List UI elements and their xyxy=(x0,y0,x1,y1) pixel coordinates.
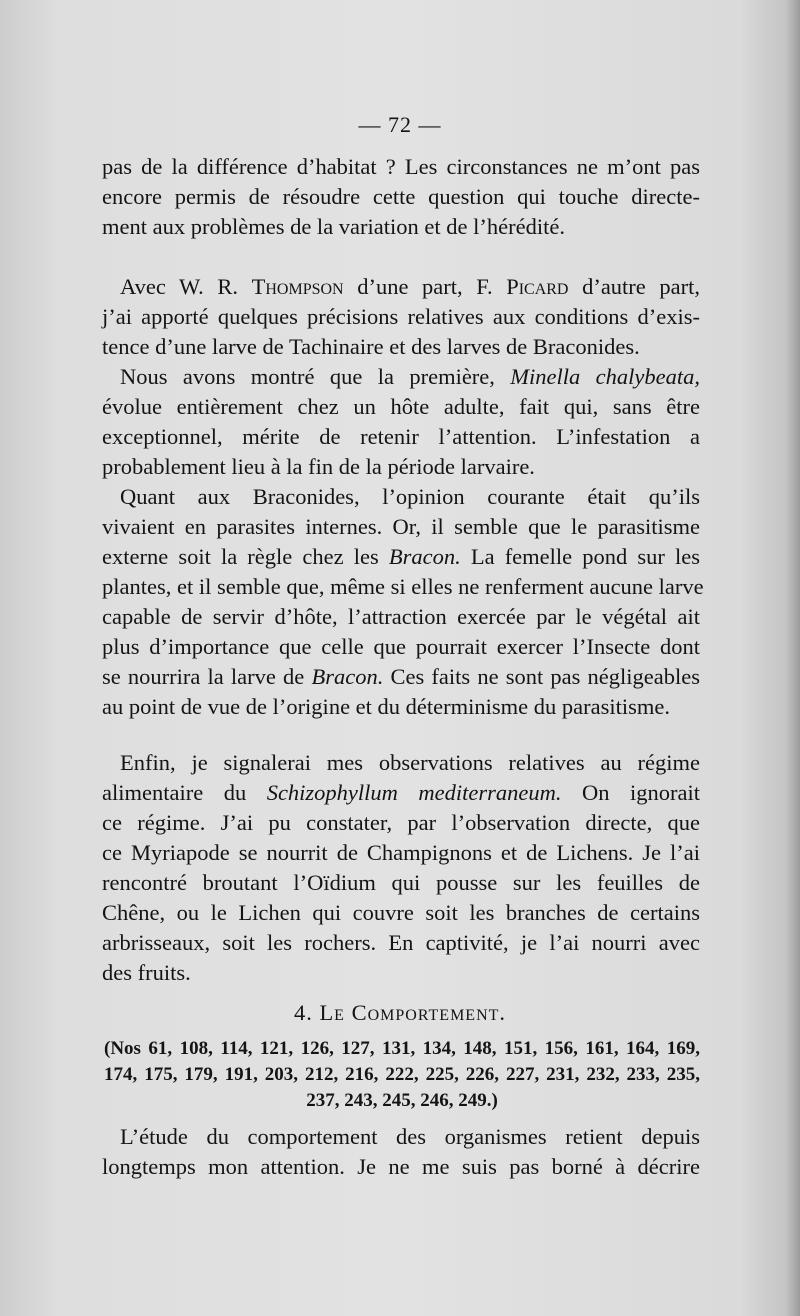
paragraph-6 xyxy=(102,1122,700,1182)
author-thompson: Thompson xyxy=(251,274,344,299)
paragraph-3 xyxy=(102,362,700,482)
text-line: longtemps mon attention. Je ne me suis pas borné à décrire xyxy=(102,1154,700,1179)
text-line: Quant aux Braconides, l’opinion courante était qu’ils xyxy=(120,484,700,509)
text-line: au point de vue de l’origine et du déterminisme du parasitisme. xyxy=(102,694,670,719)
text-line: plus d’importance que celle que pourrait exercer l’Insecte dont xyxy=(102,634,700,659)
text-line: L’étude du comportement des organismes retient depuis xyxy=(120,1124,700,1149)
genus-name: Bracon. xyxy=(311,664,384,689)
paragraph-1 xyxy=(102,152,700,242)
text-line: ment aux problèmes de la variation et de l’hérédité. xyxy=(102,214,565,239)
text-line: j’ai apporté quelques précisions relatives aux conditions d’exis- xyxy=(102,304,700,329)
text-line: externe soit la règle chez les Bracon. La femelle pond sur les xyxy=(102,544,700,569)
section-title: Le Comportement. xyxy=(319,1000,507,1025)
text-line: rencontré broutant l’Oïdium qui pousse sur les feuilles de xyxy=(102,870,700,895)
paragraph-4 xyxy=(102,482,704,722)
section-number: 4. xyxy=(293,1000,320,1025)
reference-line: 174, 175, 179, 191, 203, 212, 216, 222, 225, 226, 227, 231, 232, 233, 235, xyxy=(104,1064,700,1085)
reference-line: 237, 243, 245, 246, 249.) xyxy=(306,1090,498,1111)
author-picard: Picard xyxy=(506,274,569,299)
text-line: alimentaire du Schizophyllum mediterraneum. On ignorait xyxy=(102,780,700,805)
text-line: Nous avons montré que la première, Minella chalybeata, xyxy=(120,364,700,389)
text-line: Chêne, ou le Lichen qui couvre soit les branches de certains xyxy=(102,900,700,925)
genus-name: Bracon. xyxy=(388,544,461,569)
species-name: Schizophyllum mediterraneum. xyxy=(266,780,562,805)
text-line: Enfin, je signalerai mes observations relatives au régime xyxy=(120,750,700,775)
paragraph-5 xyxy=(102,748,700,988)
text-line: tence d’une larve de Tachinaire et des larves de Braconides. xyxy=(102,334,640,359)
text-line: évolue entièrement chez un hôte adulte, fait qui, sans être xyxy=(102,394,700,419)
page-number: — 72 — xyxy=(358,112,442,137)
text-line: plantes, et il semble que, même si elles ne renferment aucune larve xyxy=(102,574,704,599)
species-name: Minella chalybeata, xyxy=(510,364,700,389)
text-line: capable de servir d’hôte, l’attraction exercée par le végétal ait xyxy=(102,604,700,629)
text-line: Avec W. R. Thompson d’une part, F. Picard d’autre part, xyxy=(120,274,700,299)
text-line: vivaient en parasites internes. Or, il semble que le parasitisme xyxy=(102,514,700,539)
text-line: exceptionnel, mérite de retenir l’attention. L’infestation a xyxy=(102,424,700,449)
text-line: ce régime. J’ai pu constater, par l’observation directe, que xyxy=(102,810,700,835)
text-line: se nourrira la larve de Bracon. Ces faits ne sont pas négligeables xyxy=(102,664,700,689)
reference-line: (Nos 61, 108, 114, 121, 126, 127, 131, 134, 148, 151, 156, 161, 164, 169, xyxy=(104,1038,700,1059)
text-line: ce Myriapode se nourrit de Champignons et de Lichens. Je l’ai xyxy=(102,840,700,865)
text-line: pas de la différence d’habitat ? Les circonstances ne m’ont pas xyxy=(102,154,700,179)
paragraph-2 xyxy=(102,272,700,362)
text-line: des fruits. xyxy=(102,960,191,985)
reference-numbers xyxy=(104,1036,700,1114)
text-line: probablement lieu à la fin de la période larvaire. xyxy=(102,454,535,479)
section-heading xyxy=(0,1000,800,1026)
page-shadow xyxy=(786,0,800,1316)
text-line: encore permis de résoudre cette question qui touche directe- xyxy=(102,184,700,209)
text-line: arbrisseaux, soit les rochers. En captivité, je l’ai nourri avec xyxy=(102,930,700,955)
